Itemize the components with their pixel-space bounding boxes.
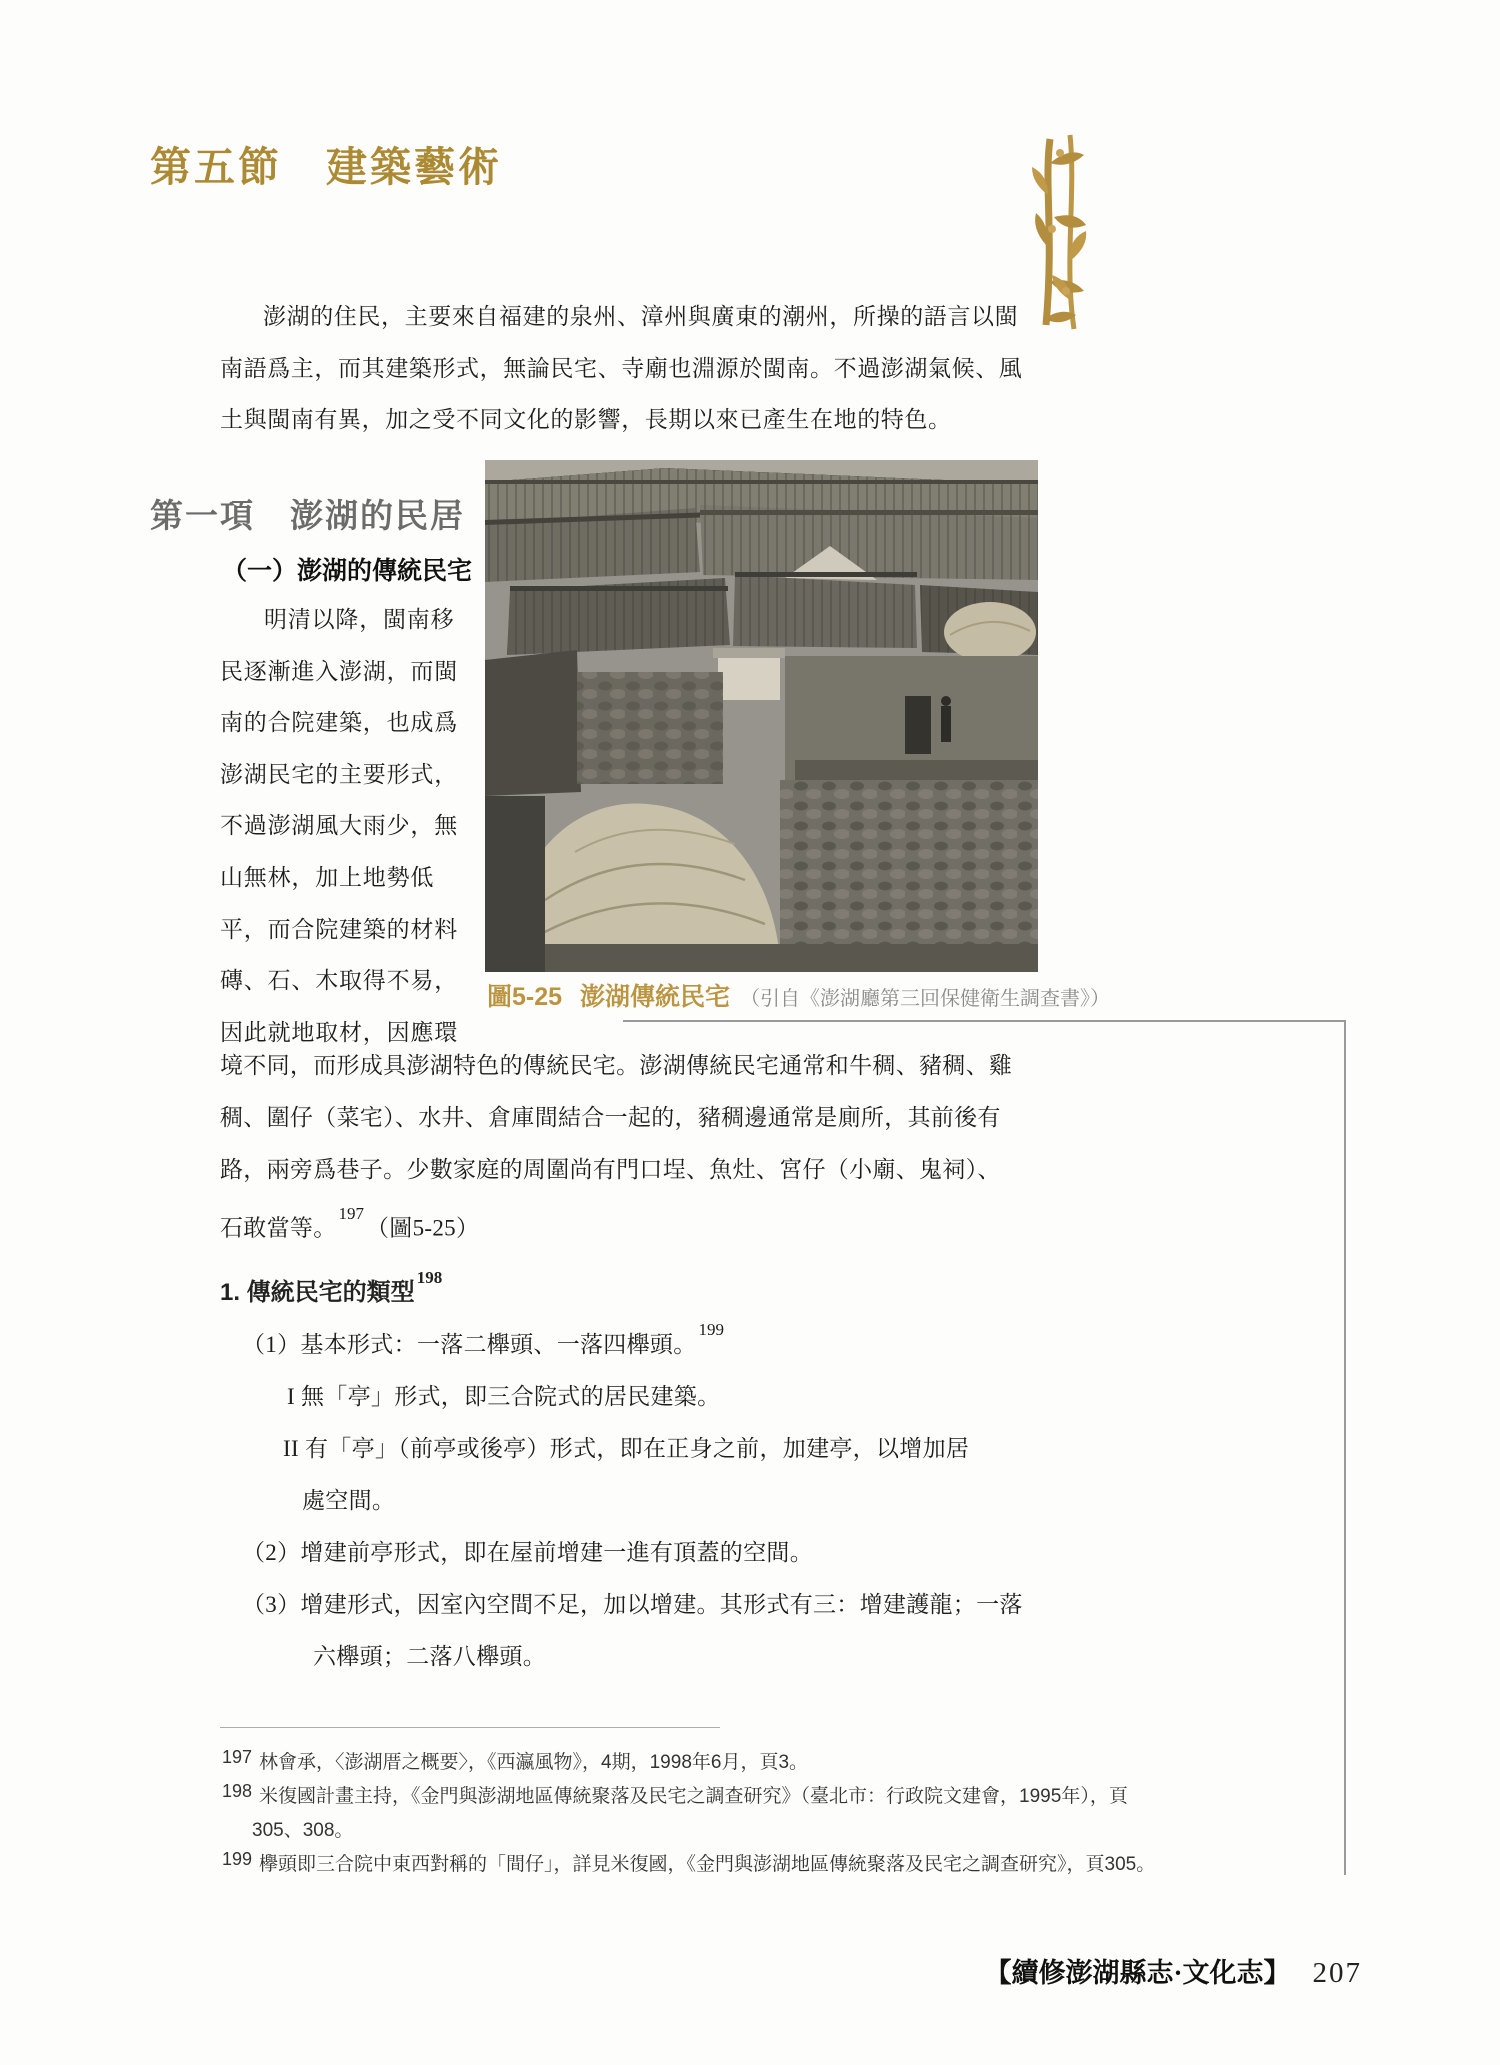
page-number: 207 <box>1312 1957 1362 1989</box>
list-heading-text: 1. 傳統民宅的類型 <box>220 1279 415 1306</box>
caption-label: 圖5-25 <box>487 983 563 1011</box>
figure-caption <box>487 977 1110 1013</box>
figure-reference: （圖5-25） <box>366 1215 480 1241</box>
footnote-198 <box>222 1781 1128 1808</box>
text-line: 路，兩旁爲巷子。少數家庭的周圍尚有門口埕、魚灶、宮仔（小廟、鬼祠）、 <box>220 1157 1001 1182</box>
floral-ornament <box>1030 133 1087 331</box>
footnote-197 <box>222 1747 808 1774</box>
intro-paragraph <box>220 291 1035 446</box>
body-paragraph <box>220 1040 1040 1255</box>
text-line: 南的合院建築，也成爲 <box>220 710 458 736</box>
footnote-198-continued: 305、308。 <box>252 1820 354 1841</box>
text-line: 山無林，加上地勢低 <box>220 864 435 890</box>
book-title: 【續修澎湖縣志·文化志】 <box>984 1958 1291 1988</box>
text-line: 澎湖民宅的主要形式， <box>220 761 458 787</box>
text-segment: 石敢當等。 <box>220 1215 337 1241</box>
footnote-text: 林會承，〈澎湖厝之概要〉，《西瀛風物》，4期，1998年6月，頁3。 <box>259 1752 809 1773</box>
list-item-3: （3）增建形式，因室內空間不足，加以增建。其形式有三：增建護龍；一落 <box>242 1592 1023 1617</box>
figure-photo <box>485 460 1038 972</box>
text-line: 稠、圍仔（菜宅）、水井、倉庫間結合一起的，豬稠邊通常是廁所，其前後有 <box>220 1105 1001 1130</box>
footnote-number: 197 <box>222 1747 253 1767</box>
caption-rule <box>623 1020 1345 1022</box>
list-item-text: （1）基本形式：一落二櫸頭、一落四櫸頭。 <box>242 1332 697 1357</box>
subsubsection-heading: （一）澎湖的傳統民宅 <box>222 558 473 585</box>
footnote-text: 欅頭即三合院中東西對稱的「間仔」，詳見米復國，《金門與澎湖地區傳統聚落及民宅之調查研究》，頁305。 <box>259 1854 1156 1875</box>
intro-line: 澎湖的住民，主要來自福建的泉州、漳州與廣東的潮州，所操的語言以閩 <box>263 304 1019 329</box>
subsection-heading: 第一項 澎湖的民居 <box>150 497 465 534</box>
text-line: 境不同，而形成具澎湖特色的傳統民宅。澎湖傳統民宅通常和牛稠、豬稠、雞 <box>220 1053 1013 1078</box>
intro-line: 土與閩南有異，加之受不同文化的影響，長期以來已產生在地的特色。 <box>220 407 952 433</box>
list-subitem-1-II-continued: 處空間。 <box>302 1488 396 1513</box>
intro-line: 南語爲主，而其建築形式，無論民宅、寺廟也淵源於閩南。不過澎湖氣候、風 <box>220 355 1023 381</box>
body-lines <box>220 1040 1040 1196</box>
village-photo-graphic <box>485 460 1038 972</box>
footnote-ref-198: 198 <box>416 1268 443 1287</box>
text-line <box>220 1196 1040 1255</box>
list-subitem-1-I: I 無「亭」形式，即三合院式的居民建築。 <box>287 1384 721 1409</box>
text-line: 磚、石、木取得不易， <box>220 968 458 994</box>
list-item-3-continued: 六櫸頭；二落八櫸頭。 <box>313 1644 546 1669</box>
footnote-ref-197: 197 <box>338 1204 364 1223</box>
right-margin-rule <box>1344 1020 1346 1875</box>
caption-title: 澎湖傳統民宅 <box>580 983 731 1011</box>
list-item-2: （2）增建前亭形式，即在屋前增建一進有頂蓋的空間。 <box>242 1540 813 1565</box>
text-line: 民逐漸進入澎湖，而閩 <box>220 658 458 684</box>
footnote-text: 米復國計畫主持，《金門與澎湖地區傳統聚落及民宅之調查研究》（臺北市：行政院文建會，1995年），頁 <box>259 1786 1128 1807</box>
text-line: 平，而合院建築的材料 <box>220 916 458 942</box>
footnote-separator <box>220 1727 720 1728</box>
list-subitem-1-II: II 有「亭」（前亭或後亭）形式，即在正身之前，加建亭，以增加居 <box>283 1436 970 1461</box>
text-line: 不過澎湖風大雨少，無 <box>220 813 458 839</box>
footnote-number: 198 <box>222 1781 253 1801</box>
footnote-number: 199 <box>222 1849 253 1869</box>
list-heading <box>220 1268 444 1307</box>
text-line: 明清以降，閩南移 <box>264 607 455 632</box>
footnote-ref-199: 199 <box>698 1320 724 1340</box>
section-title: 第五節 建築藝術 <box>150 144 502 190</box>
left-column-paragraph <box>220 594 480 1058</box>
list-item-1 <box>242 1320 726 1359</box>
text-line: 因此就地取材，因應環 <box>220 1019 458 1045</box>
floral-ornament-graphic <box>1030 133 1087 331</box>
caption-source: （引自《澎湖廳第三回保健衛生調查書》） <box>740 988 1111 1010</box>
footnote-199 <box>222 1849 1155 1876</box>
page-footer <box>984 1951 1362 1990</box>
